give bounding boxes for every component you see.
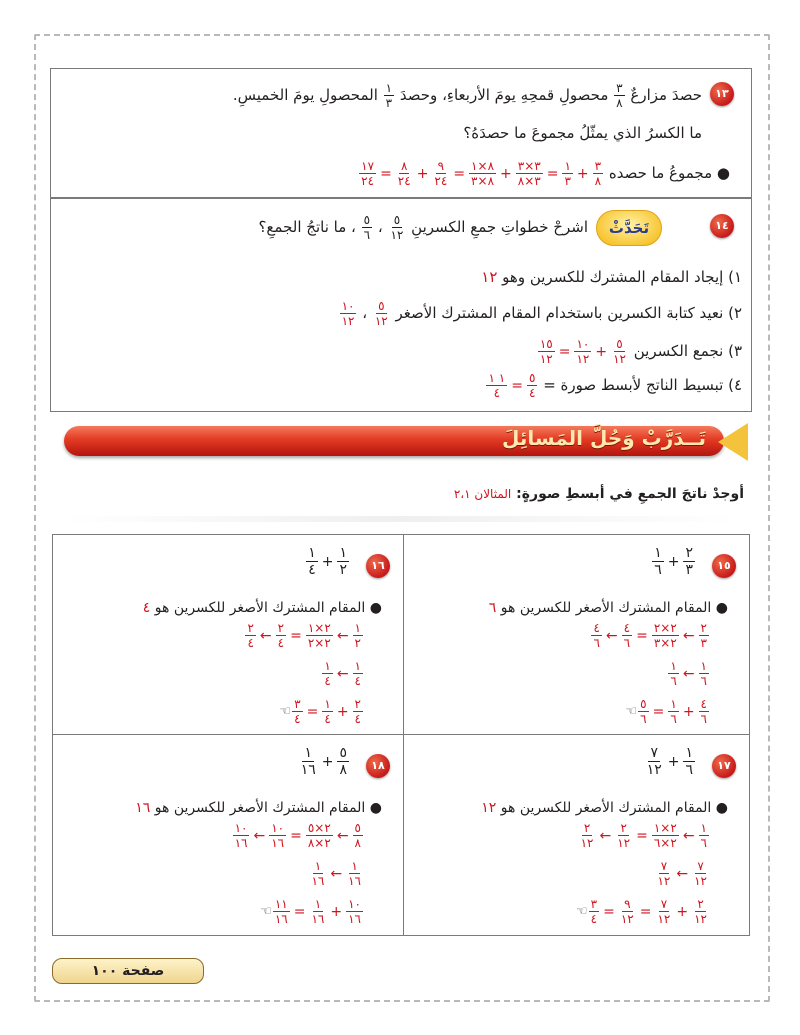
lcd-label: المقام المشترك الأصغر للكسرين هو (150, 600, 366, 616)
bullet: ● (711, 800, 728, 816)
fraction: $\frac{١}{٤}$ (354, 659, 361, 688)
fraction: $\frac{٣}{٤}$ (590, 897, 598, 926)
problem-expression (305, 546, 350, 577)
fraction: $\frac{٤}{٦}$ (700, 697, 707, 726)
problem-expression (298, 746, 350, 777)
q14-step3-equation (537, 338, 629, 365)
arrow-left-icon: ← (259, 627, 272, 644)
arrow-left-icon: ← (605, 627, 618, 644)
fraction: $\frac{١}{٤}$ (324, 697, 331, 726)
fraction: $\frac{٥}{٨}$ (354, 821, 361, 850)
bullet: ● (365, 600, 382, 616)
q14-step-2: ٢) نعيد كتابة الكسرين باستخدام المقام المشترك الأصغر $\frac{٥}{١٢}$ ، $\frac{١٠}{١٢}$ (341, 299, 742, 328)
arrow-left-icon: ← (682, 827, 695, 844)
problem-13-answer (358, 160, 730, 187)
q14-fraction-b: $\frac{٥}{٦}$ (363, 213, 371, 242)
fraction: $\frac{٣}{٨}$ (594, 159, 602, 188)
problem-expression (644, 746, 696, 777)
problem-expression (651, 546, 696, 577)
problem-14-prompt (258, 214, 588, 241)
operator: = (511, 377, 523, 394)
fraction: $\frac{١}{١٦}$ (311, 859, 325, 888)
operator: = (639, 903, 652, 920)
arrow-left-icon: ← (676, 865, 689, 882)
instruction-reference: المثالان ٢،١ (453, 487, 512, 501)
operator: = (636, 827, 648, 844)
fraction: $\frac{٧}{١٢}$ (657, 897, 671, 926)
work-row-1 (232, 822, 364, 849)
arrow-left-icon: ← (253, 827, 266, 844)
lcd-value: ١٦ (135, 800, 151, 816)
work-row-3 (620, 698, 710, 725)
fraction: $\frac{٢\times ٢}{٢\times ٣}$ (653, 621, 677, 650)
q13-text-c: المحصولِ يومَ الخميسِ. (232, 86, 378, 104)
fraction: $\frac{١ ١}{٤}$ (488, 371, 506, 400)
lcd-statement (135, 800, 382, 816)
problem-13-line2: ما الكسرُ الذي يمثّلُ مجموعَ ما حصدَهُ؟ (463, 124, 702, 142)
operator: = (636, 627, 648, 644)
lcd-value: ١٢ (481, 800, 497, 816)
fraction: $\frac{١٠}{١٦}$ (271, 821, 285, 850)
arrow-left-icon: ← (599, 827, 612, 844)
fraction: $\frac{١}{٦}$ (654, 545, 662, 578)
operator: = (293, 903, 306, 920)
pointing-hand-icon: ☜ (279, 704, 292, 719)
lcd-label: المقام المشترك الأصغر للكسرين هو (496, 600, 712, 616)
fraction: $\frac{٣\times ٣}{٣\times ٨}$ (517, 159, 541, 188)
q14-step4-equation (485, 372, 538, 399)
arrow-left-icon: ← (330, 865, 343, 882)
operator: = (290, 827, 302, 844)
fraction: $\frac{٥}{٨}$ (339, 745, 347, 778)
operator: + (682, 703, 695, 720)
problem-badge: ١٦ (366, 554, 390, 578)
operator: + (667, 753, 680, 770)
fraction: $\frac{٧}{١٢}$ (657, 859, 671, 888)
practice-banner (60, 420, 750, 464)
work-row-2 (654, 860, 710, 887)
work-row-2 (321, 660, 364, 687)
operator: + (676, 903, 689, 920)
fraction: $\frac{١}{١٦}$ (300, 745, 316, 778)
fraction: $\frac{٣}{٤}$ (294, 697, 301, 726)
work-row-1 (578, 822, 710, 849)
pointing-hand-icon: ☜ (625, 704, 638, 719)
lcd-label: المقام المشترك الأصغر للكسرين هو (150, 800, 366, 816)
fraction: $\frac{١}{٦}$ (670, 659, 677, 688)
operator: + (321, 553, 334, 570)
operator: = (546, 165, 559, 182)
operator: = (306, 703, 319, 720)
work-row-2 (308, 860, 364, 887)
lcd-statement (489, 600, 728, 616)
q14-step-4: ٤) تبسيط الناتج لأبسط صورة = $\frac{١ ١}{٤}$ = $\frac{٥}{٤}$ (485, 372, 742, 399)
q13-fraction-a: $\frac{٣}{٨}$ (616, 81, 623, 110)
problem-badge: ١٧ (712, 754, 736, 778)
page-number: صفحة ١٠٠ (52, 958, 204, 984)
lcd-label: المقام المشترك الأصغر للكسرين هو (496, 800, 712, 816)
arrow-left-icon: ← (682, 665, 695, 682)
instruction: أوجدْ ناتجَ الجمعِ في أبسطِ صورةٍ: المثالان ٢،١ (453, 486, 744, 502)
arrow-left-icon: ← (682, 627, 695, 644)
fraction: $\frac{٥}{٦}$ (640, 697, 647, 726)
q14-step-3: ٣) نجمع الكسرين $\frac{١٥}{١٢}$ = $\frac{١٠}{١٢}$ + $\frac{٥}{١٢}$ (537, 338, 742, 365)
operator: + (500, 165, 512, 182)
fraction: $\frac{١}{٤}$ (308, 545, 316, 578)
q14-step2-fraction-a: $\frac{٥}{١٢}$ (374, 299, 388, 328)
work-row-3 (254, 898, 364, 925)
fraction: $\frac{٢}{١٢}$ (580, 821, 594, 850)
problem-13-line1 (233, 82, 702, 109)
fraction: $\frac{١}{٦}$ (700, 659, 707, 688)
q14-separator: ، (377, 218, 383, 236)
bullet: ● (711, 600, 728, 616)
fraction: $\frac{١١}{١٦}$ (274, 897, 288, 926)
fraction: $\frac{١}{٢}$ (354, 621, 361, 650)
pointing-hand-icon: ☜ (260, 904, 272, 919)
fraction: $\frac{٢}{٤}$ (247, 621, 254, 650)
work-row-1 (590, 622, 710, 649)
problem-badge: ١٥ (712, 554, 736, 578)
arrow-left-icon: ← (336, 827, 349, 844)
work-row-2 (667, 660, 710, 687)
operator: = (603, 903, 615, 920)
operator: = (453, 165, 466, 182)
arrow-left-icon: ← (336, 627, 349, 644)
operator: = (652, 703, 665, 720)
q14-step-1: ١) إيجاد المقام المشترك للكسرين وهو ١٢ (481, 268, 742, 286)
fraction: $\frac{١٧}{٢٤}$ (361, 159, 375, 188)
work-row-3 (570, 898, 710, 925)
q13-text-b: محصولِ قمحِهِ يومَ الأربعاءِ، وحصدَ (399, 86, 609, 104)
fraction: $\frac{٧}{١٢}$ (646, 745, 662, 778)
banner-title: تَــدَرَّبْ وَحُلَّ المَسائِلَ (502, 426, 706, 450)
q14-step2-fraction-b: $\frac{١٠}{١٢}$ (341, 299, 355, 328)
fraction: $\frac{١}{٦}$ (670, 697, 677, 726)
q14-step1-value: ١٢ (481, 268, 498, 286)
q13-answer-equation (358, 160, 604, 187)
fraction: $\frac{٢\times ١}{٢\times ٦}$ (653, 821, 677, 850)
fraction: $\frac{٢\times ٥}{٢\times ٨}$ (307, 821, 331, 850)
q14-prompt-a: اشرحْ خطواتِ جمعِ الكسرينِ (411, 218, 588, 236)
operator: + (416, 165, 429, 182)
fraction: $\frac{٤}{٦}$ (593, 621, 600, 650)
operator: = (558, 343, 571, 360)
lcd-statement (481, 800, 728, 816)
fraction: $\frac{٢}{١٢}$ (694, 897, 707, 926)
fraction: $\frac{٢}{٣}$ (700, 621, 707, 650)
operator: + (576, 165, 589, 182)
operator: + (667, 553, 680, 570)
bullet: ● (716, 164, 730, 182)
fraction: $\frac{٤}{٦}$ (623, 621, 631, 650)
pointing-hand-icon: ☜ (576, 904, 588, 919)
fraction: $\frac{١}{٢}$ (339, 545, 347, 578)
fraction: $\frac{١}{١٦}$ (311, 897, 325, 926)
problem-14-badge: ١٤ (710, 214, 734, 238)
q14-fraction-a: $\frac{٥}{١٢}$ (390, 213, 404, 242)
operator: = (380, 165, 392, 182)
fraction: $\frac{١٥}{١٢}$ (539, 337, 553, 366)
divider (60, 516, 740, 522)
operator: = (290, 627, 302, 644)
problem-13-badge: ١٣ (710, 82, 734, 106)
talk-label: تَحَدَّثْ (596, 210, 662, 246)
q13-fraction-b: $\frac{١}{٣}$ (385, 81, 393, 110)
lcd-statement (143, 600, 382, 616)
fraction: $\frac{٢}{٤}$ (354, 697, 361, 726)
fraction: $\frac{٥}{١٢}$ (613, 337, 626, 366)
lcd-value: ٦ (488, 600, 497, 616)
lcd-value: ٤ (142, 600, 151, 616)
fraction: $\frac{١}{١٦}$ (348, 859, 361, 888)
problem-badge: ١٨ (366, 754, 390, 778)
q13-answer-label: مجموعُ ما حصده (608, 164, 713, 182)
work-row-3 (274, 698, 364, 725)
operator: + (336, 703, 349, 720)
work-row-1 (244, 622, 364, 649)
fraction: $\frac{٢}{١٢}$ (617, 821, 631, 850)
fraction: $\frac{٩}{١٢}$ (620, 897, 634, 926)
q14-prompt-b: ، ما ناتجُ الجمعِ؟ (258, 218, 356, 236)
fraction: $\frac{١}{٦}$ (685, 745, 693, 778)
bullet: ● (365, 800, 382, 816)
fraction: $\frac{٢\times ١}{٢\times ٢}$ (307, 621, 331, 650)
fraction: $\frac{٢}{٤}$ (277, 621, 285, 650)
fraction: $\frac{١}{٦}$ (700, 821, 707, 850)
operator: + (321, 753, 334, 770)
fraction: $\frac{١٠}{١٦}$ (348, 897, 361, 926)
fraction: $\frac{٧}{١٢}$ (694, 859, 707, 888)
operator: + (595, 343, 608, 360)
fraction: $\frac{١٠}{١٦}$ (234, 821, 248, 850)
fraction: $\frac{١٠}{١٢}$ (576, 337, 590, 366)
banner-arrow-icon (718, 423, 748, 461)
fraction: $\frac{٥}{٤}$ (528, 371, 536, 400)
q13-text-a: حصدَ مزارعٌ (630, 86, 702, 104)
fraction: $\frac{٨\times ١}{٨\times ٣}$ (471, 159, 495, 188)
arrow-left-icon: ← (336, 665, 349, 682)
fraction: $\frac{٢}{٣}$ (685, 545, 693, 578)
fraction: $\frac{٩}{٢٤}$ (434, 159, 448, 188)
operator: + (330, 903, 343, 920)
fraction: $\frac{١}{٣}$ (564, 159, 571, 188)
fraction: $\frac{١}{٤}$ (324, 659, 331, 688)
fraction: $\frac{٨}{٢٤}$ (397, 159, 411, 188)
